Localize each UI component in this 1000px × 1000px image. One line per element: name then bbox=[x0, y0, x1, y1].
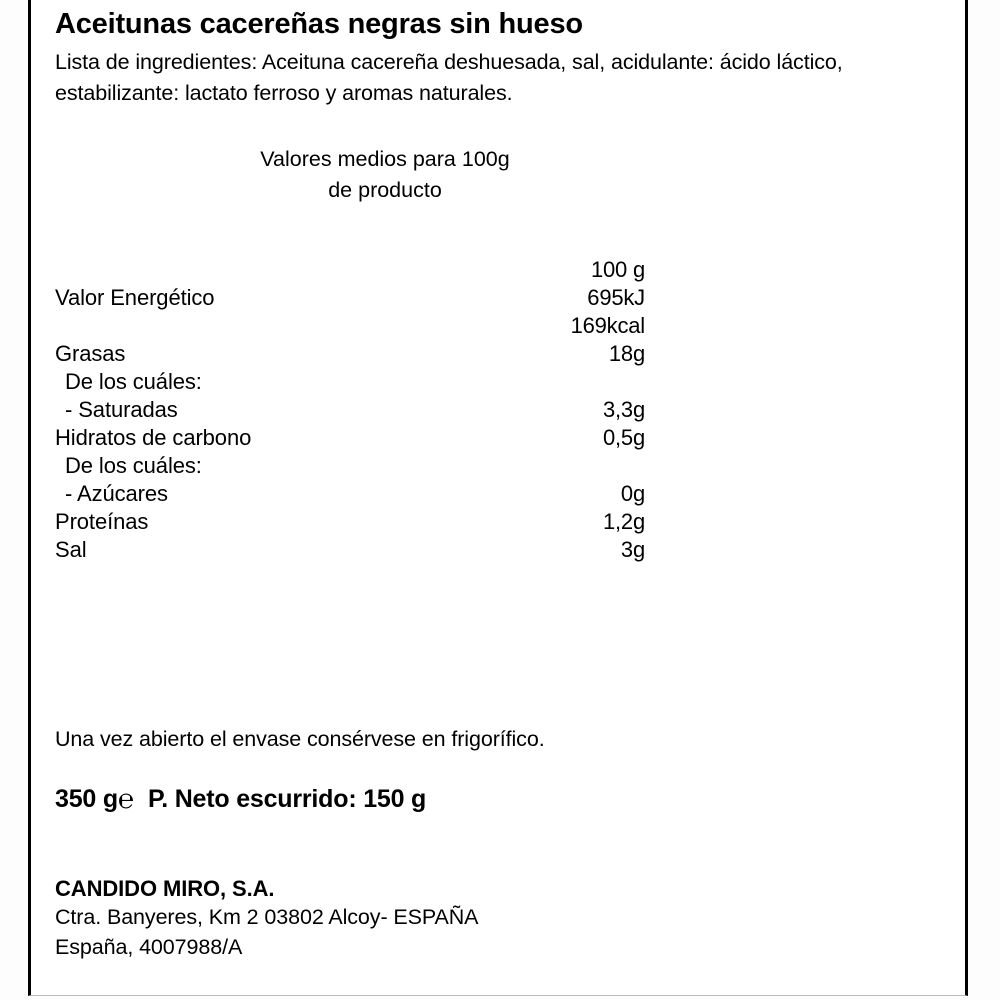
table-row bbox=[55, 396, 645, 424]
nutrition-row-label: - Azúcares bbox=[65, 481, 168, 506]
table-row bbox=[55, 312, 645, 340]
nutrition-label-panel bbox=[28, 0, 968, 996]
nutrition-row-label: Valor Energético bbox=[55, 285, 215, 310]
table-row bbox=[55, 368, 645, 396]
nutrition-row-label: Sal bbox=[55, 537, 87, 562]
nutrition-table bbox=[55, 256, 645, 564]
label-header-block bbox=[55, 0, 955, 108]
nutrition-heading bbox=[55, 144, 715, 206]
table-row-column-header bbox=[55, 256, 645, 284]
nutrition-heading-line-1: Valores medios para 100g bbox=[260, 147, 510, 171]
nutrition-row-value: 0g bbox=[620, 481, 645, 506]
nutrition-row-value: 0,5g bbox=[602, 425, 645, 450]
table-row bbox=[55, 284, 645, 312]
manufacturer-name: CANDIDO MIRO, S.A. bbox=[55, 876, 275, 901]
gross-weight: 350 g bbox=[55, 785, 118, 813]
manufacturer-registration: España, 4007988/A bbox=[55, 934, 243, 959]
nutrition-row-value: 695kJ bbox=[587, 285, 645, 310]
nutrition-row-label: Proteínas bbox=[55, 509, 149, 534]
nutrition-row-value: 18g bbox=[608, 341, 645, 366]
table-row bbox=[55, 340, 645, 368]
weights-line bbox=[55, 782, 426, 817]
table-row bbox=[55, 452, 645, 480]
nutrition-heading-line-2: de producto bbox=[328, 178, 442, 203]
nutrition-row-label: De los cuáles: bbox=[65, 369, 202, 394]
nutrition-row-value: 3,3g bbox=[602, 397, 645, 422]
table-row bbox=[55, 480, 645, 508]
table-row bbox=[55, 536, 645, 564]
ingredients-list: Lista de ingredientes: Aceituna cacereña deshuesada, sal, acidulante: ácido láctico, estabilizante: lactato ferroso y aromas naturales. bbox=[55, 50, 843, 105]
nutrition-row-label: De los cuáles: bbox=[65, 453, 202, 478]
drained-net-weight: P. Neto escurrido: 150 g bbox=[147, 785, 427, 813]
estimated-sign-icon: ℮ bbox=[117, 784, 134, 814]
manufacturer-block bbox=[55, 874, 478, 962]
table-row bbox=[55, 424, 645, 452]
product-title: Aceitunas cacereñas negras sin hueso bbox=[55, 8, 583, 40]
nutrition-row-value: 3g bbox=[620, 537, 645, 562]
nutrition-row-value: 1,2g bbox=[602, 509, 645, 534]
manufacturer-address: Ctra. Banyeres, Km 2 03802 Alcoy- ESPAÑA bbox=[55, 905, 479, 930]
nutrition-row-label: Grasas bbox=[55, 341, 126, 366]
storage-instructions: Una vez abierto el envase consérvese en frigorífico. bbox=[55, 727, 545, 751]
nutrition-row-value: 169kcal bbox=[570, 313, 645, 338]
nutrition-row-label: Hidratos de carbono bbox=[55, 425, 252, 450]
nutrition-row-label: - Saturadas bbox=[65, 397, 178, 422]
nutrition-column-header-value: 100 g bbox=[590, 257, 645, 282]
table-row bbox=[55, 508, 645, 536]
